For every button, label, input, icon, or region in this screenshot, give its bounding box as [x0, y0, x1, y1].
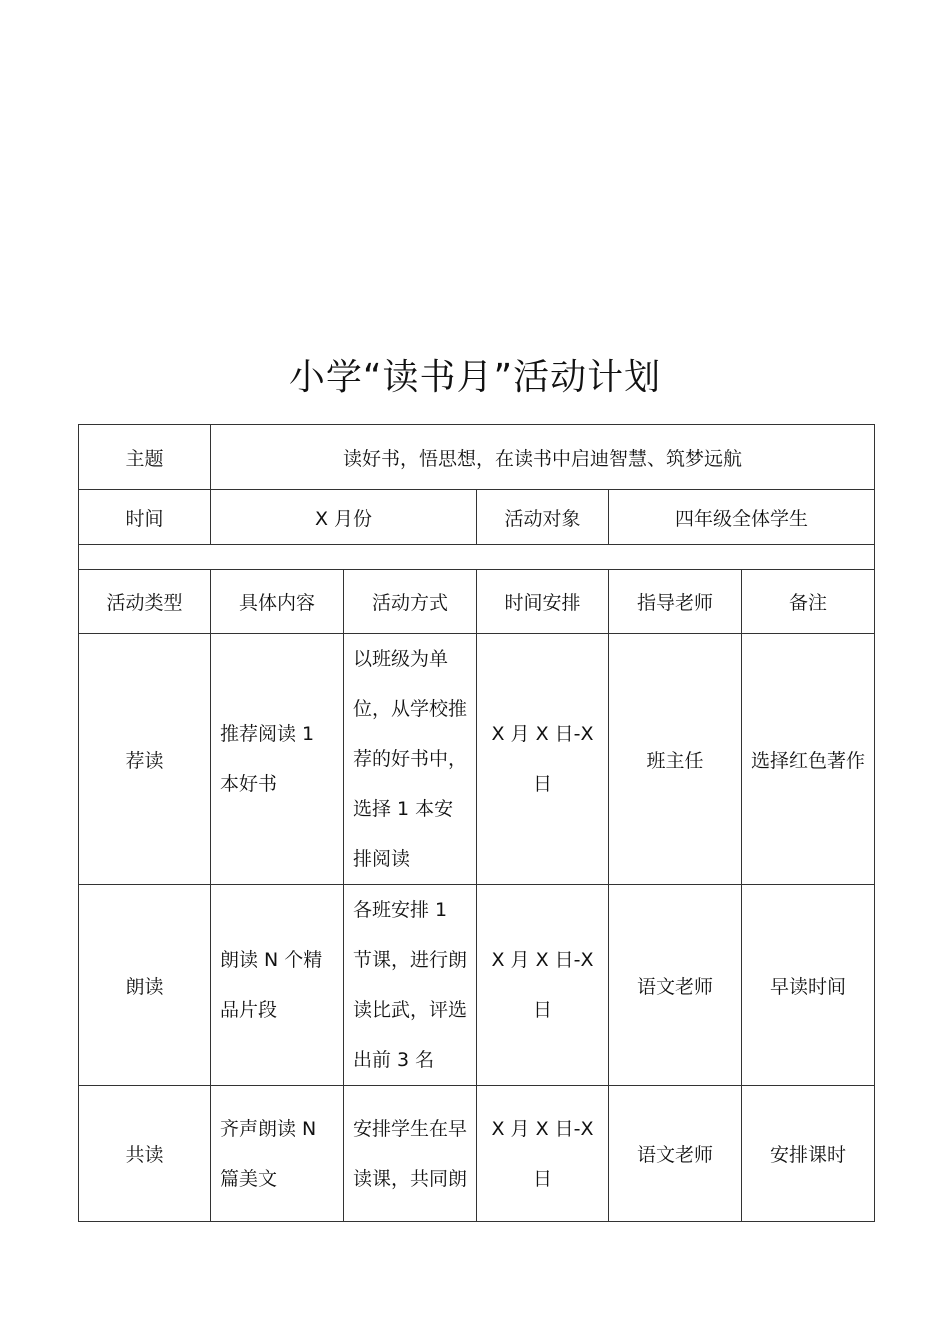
page-title: 小学“读书月”活动计划: [288, 357, 662, 398]
header-cell: 活动类型: [79, 570, 211, 634]
activity-teacher: 语文老师: [609, 1086, 742, 1222]
header-cell: 指导老师: [609, 570, 742, 634]
activity-note: 安排课时: [742, 1086, 875, 1222]
text-line: 日: [532, 1167, 552, 1190]
activity-schedule: [477, 634, 609, 885]
text-line: 读课，共同朗: [353, 1167, 468, 1190]
text-line: 日: [532, 999, 552, 1021]
target-value: 四年级全体学生: [609, 490, 875, 545]
spacer-cell: [79, 545, 875, 570]
header-cell: 具体内容: [211, 570, 344, 634]
activity-teacher: 班主任: [609, 634, 742, 885]
activity-method: [344, 885, 477, 1086]
theme-label: 主题: [79, 425, 211, 490]
activity-note: 选择红色著作: [742, 634, 875, 885]
activity-content: [211, 634, 344, 885]
text-line: 品片段: [220, 999, 278, 1021]
text-line: 读比武，评选: [353, 999, 468, 1021]
activity-note: 早读时间: [742, 885, 875, 1086]
activity-method: [344, 634, 477, 885]
activity-plan-table: [78, 424, 875, 1222]
theme-row: [79, 425, 875, 490]
text-line: 朗读 N 个精: [220, 949, 323, 971]
activity-method: [344, 1086, 477, 1222]
activity-content: [211, 885, 344, 1086]
text-line: 荐的好书中，: [353, 748, 468, 770]
text-line: 本好书: [220, 773, 278, 795]
theme-value: 读好书，悟思想，在读书中启迪智慧、筑梦远航: [211, 425, 875, 490]
header-cell: 备注: [742, 570, 875, 634]
target-label: 活动对象: [477, 490, 609, 545]
time-value: X 月份: [211, 490, 477, 545]
text-line: 节课，进行朗: [353, 949, 468, 971]
text-line: 选择 1 本安: [353, 798, 454, 820]
table-row: [79, 1086, 875, 1222]
time-label: 时间: [79, 490, 211, 545]
table-row: [79, 634, 875, 885]
text-line: X 月 X 日-X: [491, 723, 594, 745]
text-line: 排阅读: [353, 848, 411, 870]
activity-type: 共读: [79, 1086, 211, 1222]
activity-content: [211, 1086, 344, 1222]
text-line: 以班级为单: [353, 648, 449, 670]
activity-schedule: [477, 885, 609, 1086]
activity-type: 朗读: [79, 885, 211, 1086]
text-line: 安排学生在早: [353, 1117, 468, 1140]
spacer-row: [79, 545, 875, 570]
text-line: 推荐阅读 1: [220, 723, 315, 745]
text-line: 位，从学校推: [353, 698, 468, 720]
activity-type: 荐读: [79, 634, 211, 885]
header-cell: 时间安排: [477, 570, 609, 634]
activity-teacher: 语文老师: [609, 885, 742, 1086]
header-cell: 活动方式: [344, 570, 477, 634]
text-line: 日: [532, 773, 552, 795]
table-row: [79, 885, 875, 1086]
text-line: 篇美文: [220, 1167, 278, 1190]
text-line: X 月 X 日-X: [491, 949, 594, 971]
text-line: X 月 X 日-X: [491, 1117, 594, 1140]
time-row: [79, 490, 875, 545]
text-line: 各班安排 1: [353, 899, 448, 921]
text-line: 齐声朗读 N: [220, 1117, 317, 1140]
activity-schedule: [477, 1086, 609, 1222]
text-line: 出前 3 名: [353, 1049, 435, 1071]
header-row: [79, 570, 875, 634]
